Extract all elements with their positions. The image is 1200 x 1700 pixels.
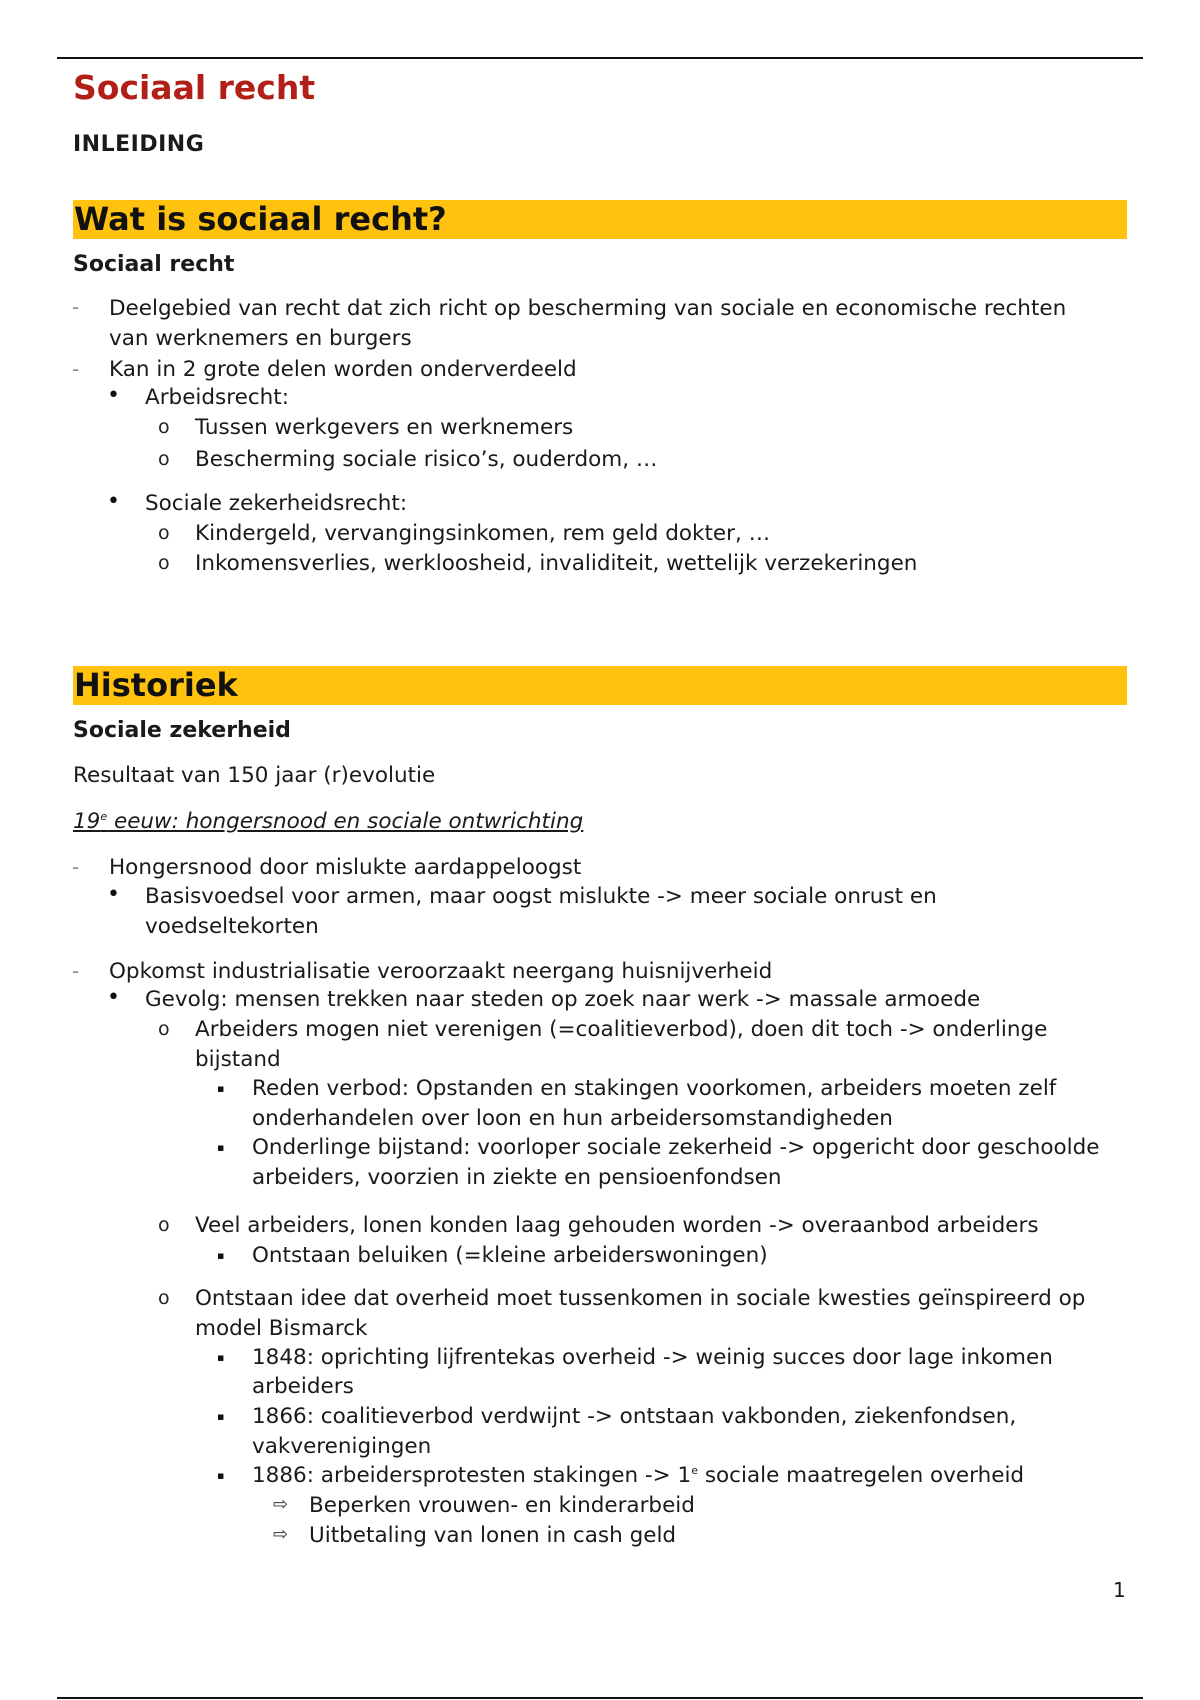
list-item: Deelgebied van recht dat zich richt op bescherming van sociale en economische rechten xyxy=(109,296,1067,321)
list-marker-square: ▪ xyxy=(217,1469,225,1482)
list-marker-square: ▪ xyxy=(217,1410,225,1423)
list-item: Inkomensverlies, werkloosheid, invaliditeit, wettelijk verzekeringen xyxy=(195,551,918,576)
list-item-continuation: vakverenigingen xyxy=(252,1434,432,1459)
header-rule xyxy=(57,57,1143,59)
period-superscript: e xyxy=(100,809,108,823)
list-item: Tussen werkgevers en werknemers xyxy=(195,415,574,440)
list-marker-dash: - xyxy=(72,855,80,879)
list-item xyxy=(252,1461,1024,1491)
list-item-continuation: model Bismarck xyxy=(195,1316,368,1341)
list-item: Veel arbeiders, lonen konden laag gehouden worden -> overaanbod arbeiders xyxy=(195,1213,1039,1238)
list-item: Sociale zekerheidsrecht: xyxy=(145,491,408,516)
period-heading xyxy=(73,807,583,837)
list-marker-square: ▪ xyxy=(217,1351,225,1364)
list-item: Gevolg: mensen trekken naar steden op zoek naar werk -> massale armoede xyxy=(145,987,981,1012)
list-item: 1848: oprichting lijfrentekas overheid -> weinig succes door lage inkomen xyxy=(252,1345,1053,1370)
list-marker-circle: o xyxy=(158,448,170,470)
arrow-icon: ⇨ xyxy=(273,1494,289,1515)
arrow-icon: ⇨ xyxy=(273,1524,289,1545)
list-item: Ontstaan idee dat overheid moet tussenkomen in sociale kwesties geïnspireerd op xyxy=(195,1286,1086,1311)
list-item: Arbeiders mogen niet verenigen (=coalitieverbod), doen dit toch -> onderlinge xyxy=(195,1017,1048,1042)
list-marker-dash: - xyxy=(72,295,80,319)
list-item: Kan in 2 grote delen worden onderverdeeld xyxy=(109,357,577,382)
list-marker-circle: o xyxy=(158,1018,170,1040)
list-item: Bescherming sociale risico’s, ouderdom, … xyxy=(195,447,658,472)
list-item: Ontstaan beluiken (=kleine arbeiderswoningen) xyxy=(252,1243,768,1268)
list-marker-circle: o xyxy=(158,522,170,544)
list-marker-dash: - xyxy=(72,357,80,381)
list-item-continuation: arbeiders, voorzien in ziekte en pensioenfondsen xyxy=(252,1165,782,1190)
subheading-sociaal-recht: Sociaal recht xyxy=(73,252,235,277)
section-label: INLEIDING xyxy=(73,132,205,157)
document-title: Sociaal recht xyxy=(73,68,316,107)
list-item: Uitbetaling van lonen in cash geld xyxy=(309,1523,677,1548)
list-item: Beperken vrouwen- en kinderarbeid xyxy=(309,1493,695,1518)
list-marker-bullet: • xyxy=(107,985,120,1010)
list-item: Basisvoedsel voor armen, maar oogst mislukte -> meer sociale onrust en xyxy=(145,884,937,909)
footer-rule xyxy=(57,1697,1143,1699)
list-marker-bullet: • xyxy=(107,882,120,907)
list-item: Hongersnood door mislukte aardappeloogst xyxy=(109,855,582,880)
list-item-text: sociale maatregelen overheid xyxy=(697,1463,1025,1488)
list-marker-circle: o xyxy=(158,1287,170,1309)
period-number: 19 xyxy=(73,809,101,834)
list-item-continuation: voedseltekorten xyxy=(145,914,319,939)
list-marker-bullet: • xyxy=(107,383,120,408)
list-item-continuation: onderhandelen over loon en hun arbeidersomstandigheden xyxy=(252,1106,893,1131)
list-item: Kindergeld, vervangingsinkomen, rem geld dokter, … xyxy=(195,521,771,546)
list-item: Opkomst industrialisatie veroorzaakt neergang huisnijverheid xyxy=(109,959,773,984)
list-item-continuation: bijstand xyxy=(195,1047,281,1072)
list-item: Onderlinge bijstand: voorloper sociale zekerheid -> opgericht door geschoolde xyxy=(252,1135,1100,1160)
section-heading-wat-is-sociaal-recht: Wat is sociaal recht? xyxy=(73,200,1127,239)
list-item-text: 1886: arbeidersprotesten stakingen -> 1 xyxy=(252,1463,692,1488)
section-heading-historiek: Historiek xyxy=(73,666,1127,705)
period-text: eeuw: hongersnood en sociale ontwrichting xyxy=(107,809,584,834)
list-marker-bullet: • xyxy=(107,489,120,514)
list-marker-square: ▪ xyxy=(217,1082,225,1095)
list-marker-circle: o xyxy=(158,552,170,574)
list-marker-circle: o xyxy=(158,416,170,438)
page-number: 1 xyxy=(1113,1578,1126,1602)
list-marker-square: ▪ xyxy=(217,1249,225,1262)
list-item: Arbeidsrecht: xyxy=(145,385,289,410)
subheading-sociale-zekerheid: Sociale zekerheid xyxy=(73,718,291,743)
list-marker-dash: - xyxy=(72,959,80,983)
list-item: 1866: coalitieverbod verdwijnt -> ontstaan vakbonden, ziekenfondsen, xyxy=(252,1404,1017,1429)
list-item-continuation: arbeiders xyxy=(252,1374,354,1399)
list-item-continuation: van werknemers en burgers xyxy=(109,326,412,351)
intro-text: Resultaat van 150 jaar (r)evolutie xyxy=(73,763,436,788)
list-marker-circle: o xyxy=(158,1214,170,1236)
list-marker-square: ▪ xyxy=(217,1141,225,1154)
ordinal-superscript: e xyxy=(691,1463,698,1477)
list-item: Reden verbod: Opstanden en stakingen voorkomen, arbeiders moeten zelf xyxy=(252,1076,1057,1101)
